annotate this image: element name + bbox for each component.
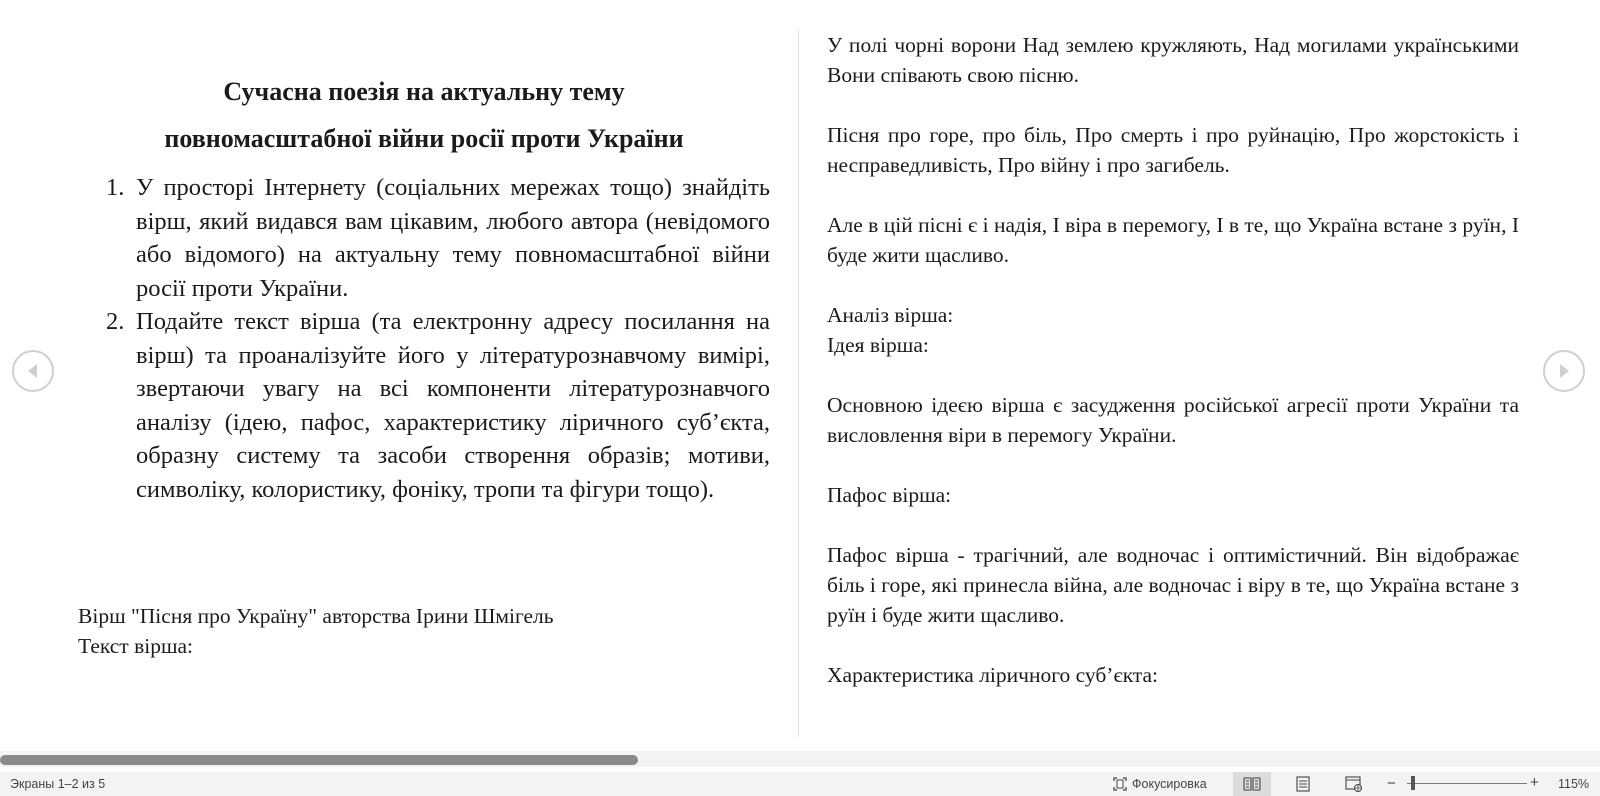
right-page	[799, 0, 1600, 740]
focus-mode-label: Фокусировка	[1132, 777, 1207, 791]
task-number: 2.	[106, 308, 125, 335]
scrollbar-thumb[interactable]	[0, 755, 638, 765]
poem-meta	[78, 601, 554, 661]
zoom-slider-thumb[interactable]	[1411, 776, 1415, 790]
idea-text: Основною ідеєю вірша є засудження російської агресії проти України та висловлення віри в перемогу України.	[827, 393, 1519, 447]
web-layout-button[interactable]	[1335, 772, 1373, 796]
poem-stanza-1: У полі чорні ворони Над землею кружляють, Над могилами українськими Вони співають свою пісню.	[827, 33, 1519, 87]
chevron-left-circle-icon	[25, 361, 41, 381]
chevron-right-circle-icon	[1556, 361, 1572, 381]
next-page-button[interactable]	[1543, 350, 1585, 392]
web-layout-icon	[1345, 776, 1363, 792]
document-title-line-1: Сучасна поезія на актуальну тему	[223, 77, 625, 106]
right-page-text	[827, 30, 1519, 720]
zoom-slider-track[interactable]	[1407, 783, 1527, 784]
poem-text-label: Текст вірша:	[78, 634, 194, 658]
focus-mode-button[interactable]	[1112, 774, 1207, 794]
pathos-text: Пафос вірша - трагічний, але водночас і оптимістичний. Він відображає біль і горе, які принесла війна, але водночас і віру в те, що Україна встане з руїн і буде жити щасливо.	[827, 543, 1519, 627]
read-mode-button[interactable]	[1233, 772, 1271, 796]
left-page	[0, 0, 798, 740]
zoom-level[interactable]: 115%	[1558, 777, 1590, 791]
zoom-out-button[interactable]: −	[1387, 775, 1396, 792]
pathos-label: Пафос вірша:	[827, 483, 952, 507]
page-count-status: Экраны 1–2 из 5	[10, 777, 106, 791]
document-title-line-2: повномасштабної війни росії проти України	[164, 124, 684, 153]
lyrical-subject-label: Характеристика ліричного суб’єкта:	[827, 663, 1159, 687]
poem-title-line: Вірш "Пісня про Україну" авторства Ірини Шмігель	[78, 604, 554, 628]
zoom-in-button[interactable]: +	[1530, 774, 1539, 791]
prev-page-button[interactable]	[12, 350, 54, 392]
idea-label: Ідея вірша:	[827, 333, 929, 357]
print-layout-button[interactable]	[1284, 772, 1322, 796]
task-number: 1.	[106, 174, 125, 201]
status-bar	[0, 772, 1600, 796]
task-item	[106, 171, 770, 305]
poem-stanza-3: Але в цій пісні є і надія, І віра в перемогу, І в те, що Україна встане з руїн, І буде жити щасливо.	[827, 213, 1519, 267]
horizontal-scrollbar[interactable]	[0, 751, 1600, 767]
read-mode-icon	[1243, 777, 1261, 791]
analysis-label: Аналіз вірша:	[827, 303, 954, 327]
poem-stanza-2: Пісня про горе, про біль, Про смерть і про руйнацію, Про жорстокість і несправедливість, Про війну і про загибель.	[827, 123, 1519, 177]
task-item	[106, 305, 770, 506]
print-layout-icon	[1296, 776, 1310, 792]
task-text: Подайте текст вірша (та електронну адресу посилання на вірш) та проаналізуйте його у літературознавчому вимірі, звертаючи увагу на всі компоненти літературознавчого аналізу (ідею, пафос, характеристику ліричного суб’єкта, образну систему та засоби створення образів; мотиви, символіку, колористику, фоніку, тропи та фігури тощо).	[136, 308, 770, 503]
focus-icon	[1112, 776, 1128, 792]
task-list	[106, 171, 770, 506]
task-text: У просторі Інтернету (соціальних мережах тощо) знайдіть вірш, який видався вам цікавим, любого автора (невідомого або відомого) на актуальну тему повномасштабної війни росії проти України.	[136, 174, 770, 302]
